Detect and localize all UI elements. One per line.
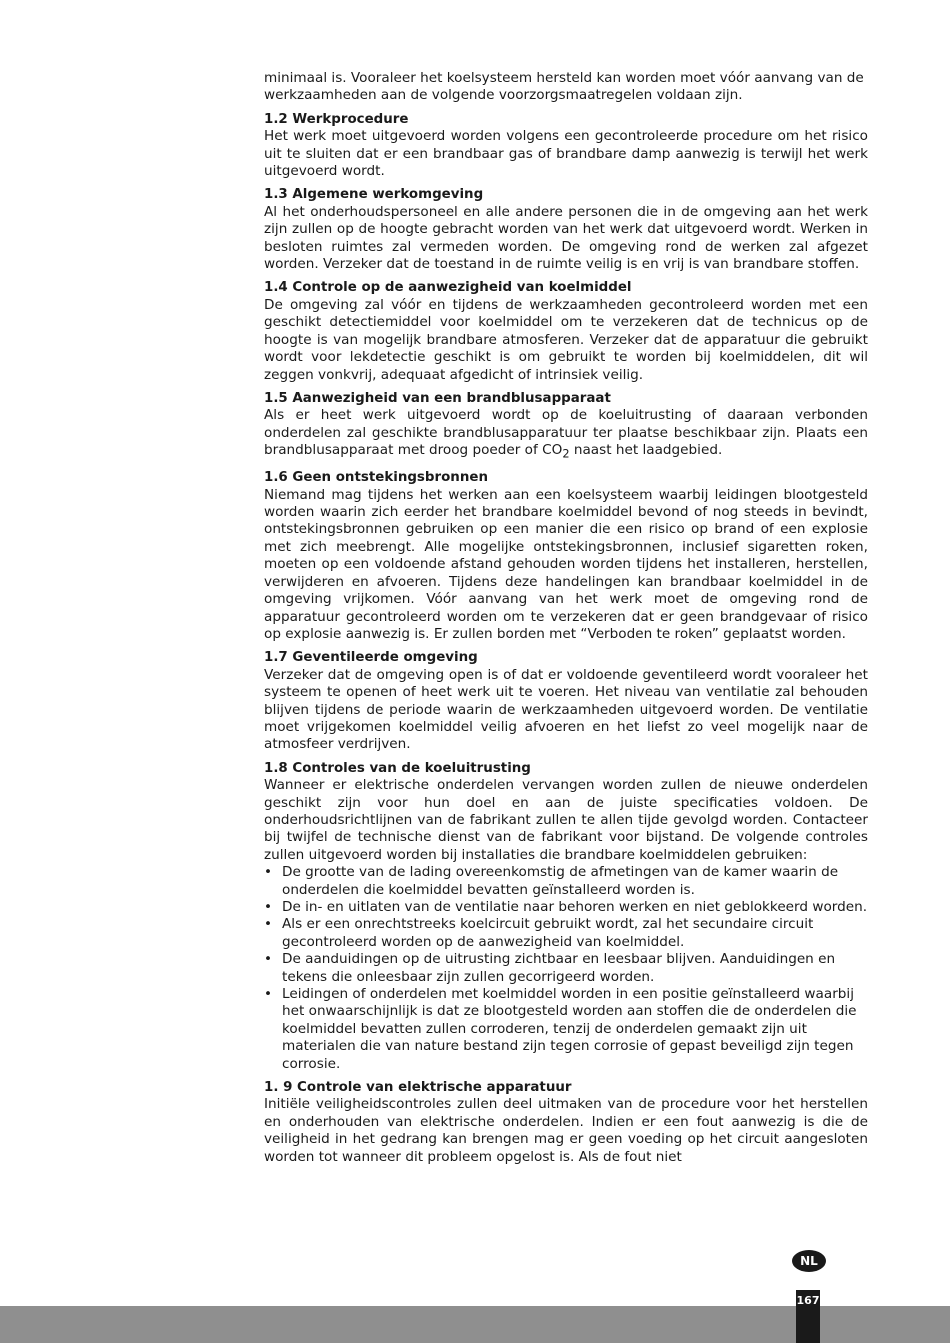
- section-1-3: [264, 186, 868, 273]
- section-heading: 1.8 Controles van de koeluitrusting: [264, 760, 531, 776]
- section-body: [264, 407, 868, 463]
- section-heading: 1.3 Algemene werkomgeving: [264, 187, 484, 203]
- language-badge: NL: [792, 1250, 826, 1272]
- list-item: • Leidingen of onderdelen met koelmiddel worden in een positie geïnstalleerd waarbij het onwaarschijnlijk is dat ze blootgesteld worden aan stoffen die de onderdelen die koelmiddel bevatten zullen corroderen, tenzij de onderdelen gemaakt zijn uit materialen die van nature bestand zijn tegen corrosie of gepast beveiligd zijn tegen corrosie.: [264, 986, 868, 1073]
- section-1-9: [264, 1079, 868, 1166]
- section-1-8: [264, 760, 868, 1073]
- section-1-5: [264, 390, 868, 463]
- section-body: Al het onderhoudspersoneel en alle andere personen die in de omgeving aan het werk zijn zullen op de hoogte gebracht worden van het werk dat uitgevoerd wordt. Werken in besloten ruimtes zal vermeden worden. De omgeving rond de werken zal afgezet worden. Verzeker dat de toestand in de ruimte veilig is en vrij is van brandbare stoffen.: [264, 203, 868, 273]
- intro-text: minimaal is. Vooraleer het koelsysteem hersteld kan worden moet vóór aanvang van de werkzaamheden aan de volgende voorzorgsmaatregelen voldaan zijn.: [264, 70, 864, 104]
- section-1-7: [264, 649, 868, 753]
- section-heading: 1.7 Geventileerde omgeving: [264, 650, 478, 666]
- section-heading: 1.6 Geen ontstekingsbronnen: [264, 470, 488, 486]
- section-body: Wanneer er elektrische onderdelen vervangen worden zullen de nieuwe onderdelen geschikt zijn voor hun doel en aan de juiste specificaties voldoen. De onderhoudsrichtlijnen van de fabrikant zullen te allen tijde gevolgd worden. Contacteer bij twijfel de technische dienst van de fabrikant voor bijstand. De volgende controles zullen uitgevoerd worden bij installaties die brandbare koelmiddelen gebruiken:: [264, 777, 868, 863]
- section-body: De omgeving zal vóór en tijdens de werkzaamheden gecontroleerd worden met een geschikt detectiemiddel voor koelmiddel om te verzekeren dat de technicus op de hoogte is van mogelijk brandbare atmosferen. Verzeker dat de apparatuur die gebruikt wordt voor lekdetectie geschikt is om gebruikt te worden bij koelmiddelen, dit wil zeggen vonkvrij, adequaat afgedicht of intrinsiek veilig.: [264, 296, 868, 383]
- section-heading: 1. 9 Controle van elektrische apparatuur: [264, 1080, 572, 1096]
- section-body: Initiële veiligheidscontroles zullen deel uitmaken van de procedure voor het herstellen en onderhouden van elektrische onderdelen. Indien er een fout aanwezig is die de veiligheid in het gedrang kan brengen mag er geen voeding op het circuit aangesloten worden tot wanneer dit probleem opgelost is. Als de fout niet: [264, 1096, 868, 1165]
- section-heading: 1.4 Controle op de aanwezigheid van koelmiddel: [264, 280, 632, 296]
- intro-paragraph: [264, 70, 868, 105]
- section-heading: 1.5 Aanwezigheid van een brandblusapparaat: [264, 390, 611, 406]
- page-number-tab: [796, 1290, 820, 1343]
- list-item: • Als er een onrechtstreeks koelcircuit gebruikt wordt, zal het secundaire circuit gecontroleerd worden op de aanwezigheid van koelmiddel.: [264, 916, 868, 951]
- section-1-6: [264, 469, 868, 643]
- section-body-text: Als er heet werk uitgevoerd wordt op de koeluitrusting of daaraan verbonden onderdelen zal geschikte brandblusapparatuur ter plaatse beschikbaar zijn. Plaats een brandblusapparaat met droog poeder of CO: [264, 407, 868, 459]
- section-body: Verzeker dat de omgeving open is of dat er voldoende geventileerd wordt vooraleer het systeem te openen of heet werk uit te voeren. Het niveau van ventilatie zal behouden blijven tijdens de periode waarin de werkzaamheden uitgevoerd worden. De ventilatie moet vrijgekomen koelmiddel veilig afvoeren en het liefst zo veel mogelijk naar de atmosfeer verdrijven.: [264, 666, 868, 753]
- section-heading: 1.2 Werkprocedure: [264, 111, 409, 127]
- section-body: Het werk moet uitgevoerd worden volgens een gecontroleerde procedure om het risico uit te sluiten dat er een brandbaar gas of brandbare damp aanwezig is terwijl het werk uitgevoerd wordt.: [264, 128, 868, 180]
- list-item: • De grootte van de lading overeenkomstig de afmetingen van de kamer waarin de onderdelen die koelmiddel bevatten geïnstalleerd worden is.: [264, 864, 868, 899]
- section-body-text-end: naast het laadgebied.: [569, 442, 723, 459]
- page-number: 167: [796, 1294, 820, 1307]
- section-1-4: [264, 279, 868, 383]
- section-1-2: [264, 111, 868, 181]
- document-body: [264, 70, 868, 1166]
- section-body: Niemand mag tijdens het werken aan een koelsysteem waarbij leidingen blootgesteld worden waarin zich eerder het brandbare koelmiddel bevond of nog steeds in bevindt, ontstekingsbronnen gebruiken op een manier die een risico op brand of een explosie met zich meebrengt. Alle mogelijke ontstekingsbronnen, inclusief sigaretten roken, moeten op een voldoende afstand gehouden worden tijdens het installeren, herstellen, verwijderen en afvoeren. Tijdens deze handelingen kan brandbaar koelmiddel in de omgeving vrijkomen. Vóór aanvang van het werk moet de omgeving rond de apparatuur gecontroleerd worden om te verzekeren dat er geen brandgevaar of risico op explosie aanwezig is. Er zullen borden met “Verboden te roken” geplaatst worden.: [264, 486, 868, 642]
- co2-subscript: 2: [562, 446, 570, 461]
- list-item: • De aanduidingen op de uitrusting zichtbaar en leesbaar blijven. Aanduidingen en tekens die onleesbaar zijn zullen gecorrigeerd worden.: [264, 951, 868, 986]
- list-item: • De in- en uitlaten van de ventilatie naar behoren werken en niet geblokkeerd worden.: [264, 899, 868, 916]
- check-list: [264, 864, 868, 1073]
